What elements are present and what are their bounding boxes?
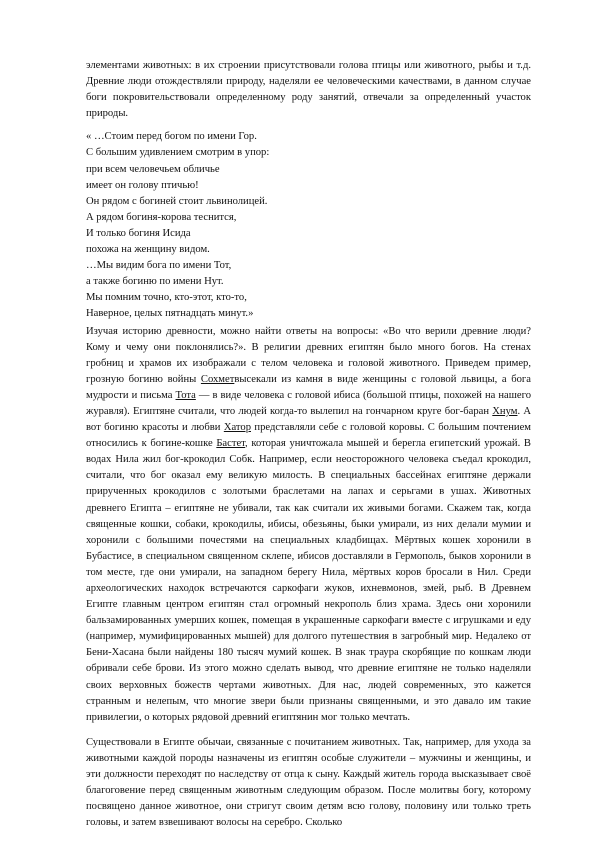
- link-tot[interactable]: Тота: [175, 389, 196, 401]
- intro-paragraph: элементами животных: в их строении присутствовали голова птицы или животного, рыбы и т.д. Древние люди отождествляли природу, наделяли ее человеческими качествами, в данном случае боги покровительствовали определенному роду занятий, отвечали за определенный участок природы.: [86, 60, 531, 120]
- poem-line: Наверное, целых пятнадцать минут.»: [86, 308, 254, 320]
- main-paragraph: [86, 324, 531, 726]
- poem-line: Мы помним точно, кто-этот, кто-то,: [86, 292, 247, 304]
- poem-line: Он рядом с богиней стоит львинолицей.: [86, 195, 268, 207]
- link-khnum[interactable]: Хнум: [492, 405, 518, 417]
- poem-line: И только богиня Исида: [86, 227, 191, 239]
- main-text: . А вот богиню красоты и любви: [86, 405, 531, 434]
- poem-line: « …Стоим перед богом по имени Гор.: [86, 131, 257, 143]
- poem-line: А рядом богиня-корова теснится,: [86, 211, 237, 223]
- link-bastet[interactable]: Бастет: [216, 438, 245, 450]
- poem-line: …Мы видим бога по имени Тот,: [86, 260, 232, 272]
- main-text: — в виде человека с головой ибиса (большой птицы, похожей на нашего журавля). Египтяне считали, что людей когда-то вылепил на гончарном круге бог-баран: [86, 389, 531, 417]
- main-text: , которая уничтожала мышей и берегла египетский урожай. В водах Нила жил бог-крокодил Собк. Например, если неосторожного человека съедал крокодил, считали, что бог оказал ему великую милость. В специальных бассейнах египтяне держали прирученных крокодилов с золотыми браслетами на лапах и серьгами в ушах. Животных древнего Египта – египтяне не убивали, так как считали их живыми богами. Скажем так, когда священные кошки, собаки, крокодилы, ибисы, обезьяны, быки умирали, из них делали мумии и хоронили с большими почестями на специальных кладбищах. Мёртвых кошек хоронили в Бубастисе, в специальном священном склепе, ибисов доставляли в Гермополь, быков хоронили в том месте, где они умирали, на западном берегу Нила, мёртвых коров бросали в Нил. Среди археологических находок встречаются саркофаги жуков, ихневмонов, змей, рыб. В Древнем Египте главным центром египтян стал огромный некрополь близ храма. Здесь они хоронили бальзамированных умерших кошек, помещая в украшенные саркофаги вместе с игрушками и еду (например, мумифицированных мышей) для долгого путешествия в загробный мир. Недалеко от Бени-Хасана были найдены 180 тысяч мумий кошек. В знак траура скорбящие по кошкам люди обривали себе брови. Из этого можно сделать вывод, что древние египтяне не только наделяли своих верховных божеств чертами животных. Для нас, людей современных, это кажется странным и нелепым, что многие звери были признаны священными, и это давало им такие привилегии, о которых рядовой древний египтянин мог только мечтать.: [86, 438, 531, 723]
- main-text: представляли себе с головой коровы. С большим почтением относились к богине-кошке: [86, 422, 531, 450]
- main-text: Изучая историю древности, можно найти ответы на вопросы: «Во что верили древние люди? Кому и чему они поклонялись?». В религии древних египтян было много богов. На стенах гробниц и храмов их изображали с телом человека и головой животного. Приведем пример, грозную богиню войны: [86, 325, 531, 385]
- poem-block: [86, 129, 531, 322]
- main-text: высекали из камня в виде женщины с головой львицы, а бога мудрости и письма: [86, 373, 531, 401]
- document-page: [86, 58, 531, 831]
- link-hathor[interactable]: Хатор: [223, 422, 251, 434]
- poem-line: а также богиню по имени Нут.: [86, 276, 224, 288]
- poem-line: имеет он голову птичью!: [86, 179, 199, 191]
- poem-line: С большим удивлением смотрим в упор:: [86, 147, 270, 159]
- poem-line: при всем человечьем обличье: [86, 163, 220, 175]
- poem-line: похожа на женщину видом.: [86, 244, 210, 256]
- link-sokhmet[interactable]: Сохмет: [200, 373, 235, 385]
- customs-paragraph: Существовали в Египте обычаи, связанные с почитанием животных. Так, например, для ухода за животными каждой породы назначены из египтян особые служители – мужчины и женщины, и эти должности переходят по наследству от отца к сыну. Каждый житель города высказывает своё благоговение перед священным животным следующим образом. После молитвы богу, которому посвящено данное животное, они стригут своим детям всю голову, половину или только треть головы, и затем взвешивают волосы на серебро. Сколько: [86, 736, 531, 829]
